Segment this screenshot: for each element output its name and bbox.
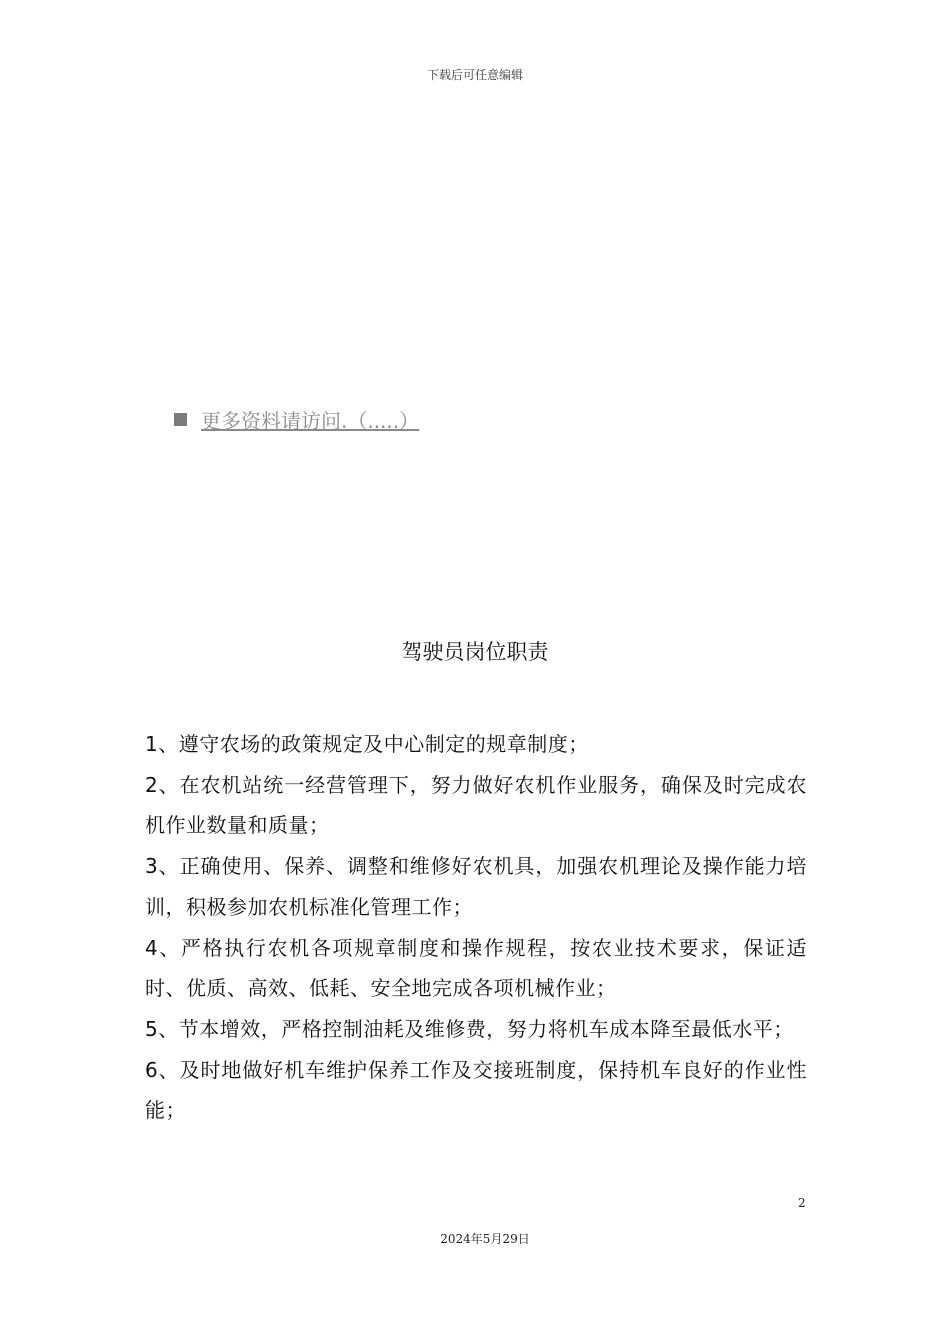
duty-item-1: 1、遵守农场的政策规定及中心制定的规章制度； bbox=[145, 732, 589, 756]
document-title: 驾驶员岗位职责 bbox=[401, 640, 549, 664]
more-info-link[interactable]: 更多资料请访问.（.....） bbox=[201, 409, 420, 433]
duty-list bbox=[145, 724, 807, 1131]
page-header: 下载后可任意编辑 bbox=[426, 68, 523, 82]
page-number: 2 bbox=[798, 1196, 806, 1210]
duty-item-6: 6、及时地做好机车维护保养工作及交接班制度，保持机车良好的作业性能； bbox=[145, 1057, 807, 1123]
duty-item-4: 4、严格执行农机各项规章制度和操作规程，按农业技术要求，保证适时、优质、高效、低耗、安全地完成各项机械作业； bbox=[145, 935, 807, 1001]
more-info-link-line bbox=[174, 405, 419, 434]
footer-date: 2024年5月29日 bbox=[440, 1232, 530, 1246]
duty-item-3: 3、正确使用、保养、调整和维修好农机具，加强农机理论及操作能力培训，积极参加农机标准化管理工作； bbox=[145, 854, 807, 919]
duty-item-2: 2、在农机站统一经营管理下，努力做好农机作业服务，确保及时完成农机作业数量和质量； bbox=[145, 772, 807, 838]
square-bullet-icon bbox=[174, 413, 187, 426]
duty-item-5: 5、节本增效，严格控制油耗及维修费，努力将机车成本降至最低水平； bbox=[145, 1016, 794, 1041]
